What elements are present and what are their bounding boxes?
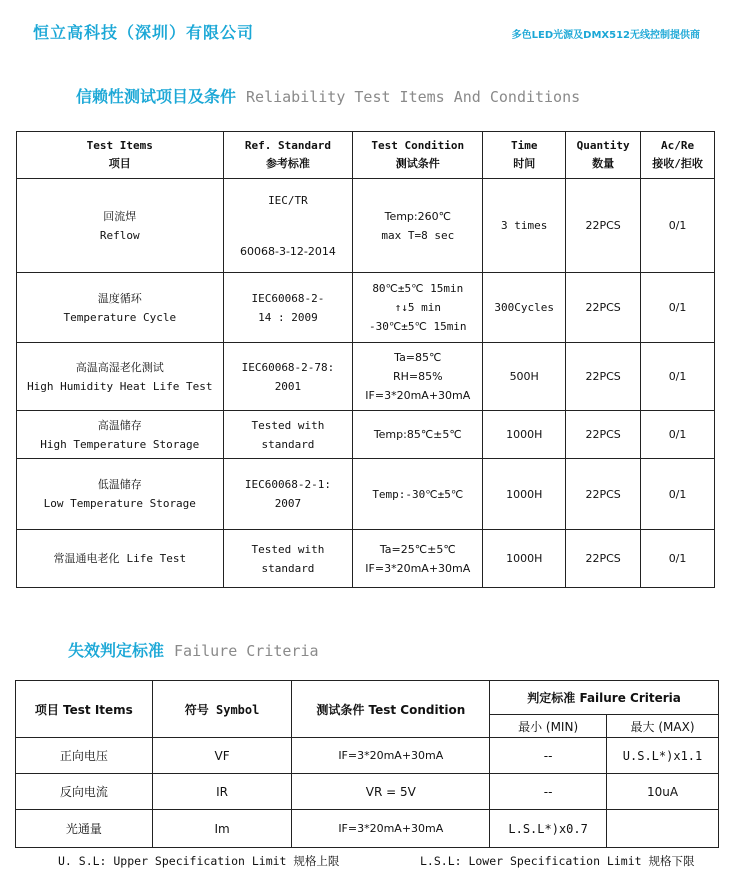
table-row (16, 738, 719, 774)
test-condition-cell: 80℃±5℃ 15min ↑↓5 min -30℃±5℃ 15min (353, 273, 483, 343)
time-cell: 1000H (483, 459, 566, 530)
test-condition-cell: Temp:-30℃±5℃ (353, 459, 483, 530)
reliability-test-table (16, 131, 715, 588)
reliability-header-row (17, 132, 715, 179)
failure-header-row (16, 681, 719, 715)
test-item-cell: 回流焊 Reflow (17, 179, 224, 273)
usl-note: U. S.L: Upper Specification Limit 规格上限 (58, 854, 340, 868)
min-cell: -- (490, 738, 607, 774)
test-condition-cell: Temp:85℃±5℃ (353, 411, 483, 459)
symbol-cell: Im (152, 810, 292, 848)
table-row (16, 774, 719, 810)
item-cell: 正向电压 (16, 738, 153, 774)
test-item-cell: 高温高湿老化测试 High Humidity Heat Life Test (17, 343, 224, 411)
lsl-note: L.S.L: Lower Specification Limit 规格下限 (420, 854, 695, 868)
table-row (17, 530, 715, 588)
table-row (16, 810, 719, 848)
condition-cell: IF=3*20mA+30mA (292, 810, 490, 848)
ref-standard-cell: IEC/TR 60068-3-12-2014 (223, 179, 353, 273)
col-header-ref-standard: Ref. Standard 参考标准 (223, 132, 353, 179)
col-header-test-items: Test Items 项目 (17, 132, 224, 179)
header-symbol: 符号 Symbol (152, 681, 292, 738)
min-cell: L.S.L*)x0.7 (490, 810, 607, 848)
table-row (17, 273, 715, 343)
reliability-section-title (76, 84, 580, 107)
time-cell: 3 times (483, 179, 566, 273)
max-cell (607, 810, 719, 848)
ac-re-cell: 0/1 (641, 179, 715, 273)
header-test-condition: 测试条件 Test Condition (292, 681, 490, 738)
quantity-cell: 22PCS (566, 411, 641, 459)
max-cell: U.S.L*)x1.1 (607, 738, 719, 774)
test-condition-cell: Temp:260℃ max T=8 sec (353, 179, 483, 273)
failure-criteria-table (15, 680, 719, 848)
ref-standard-cell: IEC60068-2-78: 2001 (223, 343, 353, 411)
test-condition-cell: Ta=85℃ RH=85% IF=3*20mA+30mA (353, 343, 483, 411)
ac-re-cell: 0/1 (641, 411, 715, 459)
ref-standard-cell: IEC60068-2-1: 2007 (223, 459, 353, 530)
company-name: 恒立高科技（深圳）有限公司 (33, 23, 255, 42)
table-row (17, 411, 715, 459)
quantity-cell: 22PCS (566, 273, 641, 343)
failure-title-en: Failure Criteria (174, 642, 319, 660)
col-header-ac-re: Ac/Re 接收/拒收 (641, 132, 715, 179)
symbol-cell: VF (152, 738, 292, 774)
ac-re-cell: 0/1 (641, 343, 715, 411)
test-condition-cell: Ta=25℃±5℃ IF=3*20mA+30mA (353, 530, 483, 588)
min-cell: -- (490, 774, 607, 810)
ref-standard-cell: Tested with standard (223, 411, 353, 459)
table-row (17, 343, 715, 411)
test-item-cell: 温度循环 Temperature Cycle (17, 273, 224, 343)
header-max: 最大 (MAX) (607, 715, 719, 738)
col-header-test-condition: Test Condition 测试条件 (353, 132, 483, 179)
quantity-cell: 22PCS (566, 179, 641, 273)
condition-cell: IF=3*20mA+30mA (292, 738, 490, 774)
test-item-cell: 高温储存 High Temperature Storage (17, 411, 224, 459)
ref-standard-cell: IEC60068-2- 14 : 2009 (223, 273, 353, 343)
symbol-cell: IR (152, 774, 292, 810)
table-row (17, 459, 715, 530)
reliability-title-en: Reliability Test Items And Conditions (246, 88, 581, 106)
condition-cell: VR = 5V (292, 774, 490, 810)
header-test-items: 项目 Test Items (16, 681, 153, 738)
quantity-cell: 22PCS (566, 459, 641, 530)
time-cell: 1000H (483, 530, 566, 588)
ref-standard-cell: Tested with standard (223, 530, 353, 588)
max-cell: 10uA (607, 774, 719, 810)
quantity-cell: 22PCS (566, 343, 641, 411)
header-failure-criteria: 判定标准 Failure Criteria (490, 681, 719, 715)
col-header-quantity: Quantity 数量 (566, 132, 641, 179)
failure-criteria-section-title (68, 638, 319, 661)
quantity-cell: 22PCS (566, 530, 641, 588)
ac-re-cell: 0/1 (641, 530, 715, 588)
failure-title-cn: 失效判定标准 (68, 641, 165, 660)
time-cell: 500H (483, 343, 566, 411)
time-cell: 300Cycles (483, 273, 566, 343)
header-min: 最小 (MIN) (490, 715, 607, 738)
ac-re-cell: 0/1 (641, 459, 715, 530)
item-cell: 反向电流 (16, 774, 153, 810)
ac-re-cell: 0/1 (641, 273, 715, 343)
item-cell: 光通量 (16, 810, 153, 848)
test-item-cell: 常温通电老化 Life Test (17, 530, 224, 588)
test-item-cell: 低温储存 Low Temperature Storage (17, 459, 224, 530)
col-header-time: Time 时间 (483, 132, 566, 179)
time-cell: 1000H (483, 411, 566, 459)
company-tagline: 多色LED光源及DMX512无线控制提供商 (511, 30, 700, 41)
reliability-title-cn: 信赖性测试项目及条件 (76, 87, 237, 106)
table-row (17, 179, 715, 273)
